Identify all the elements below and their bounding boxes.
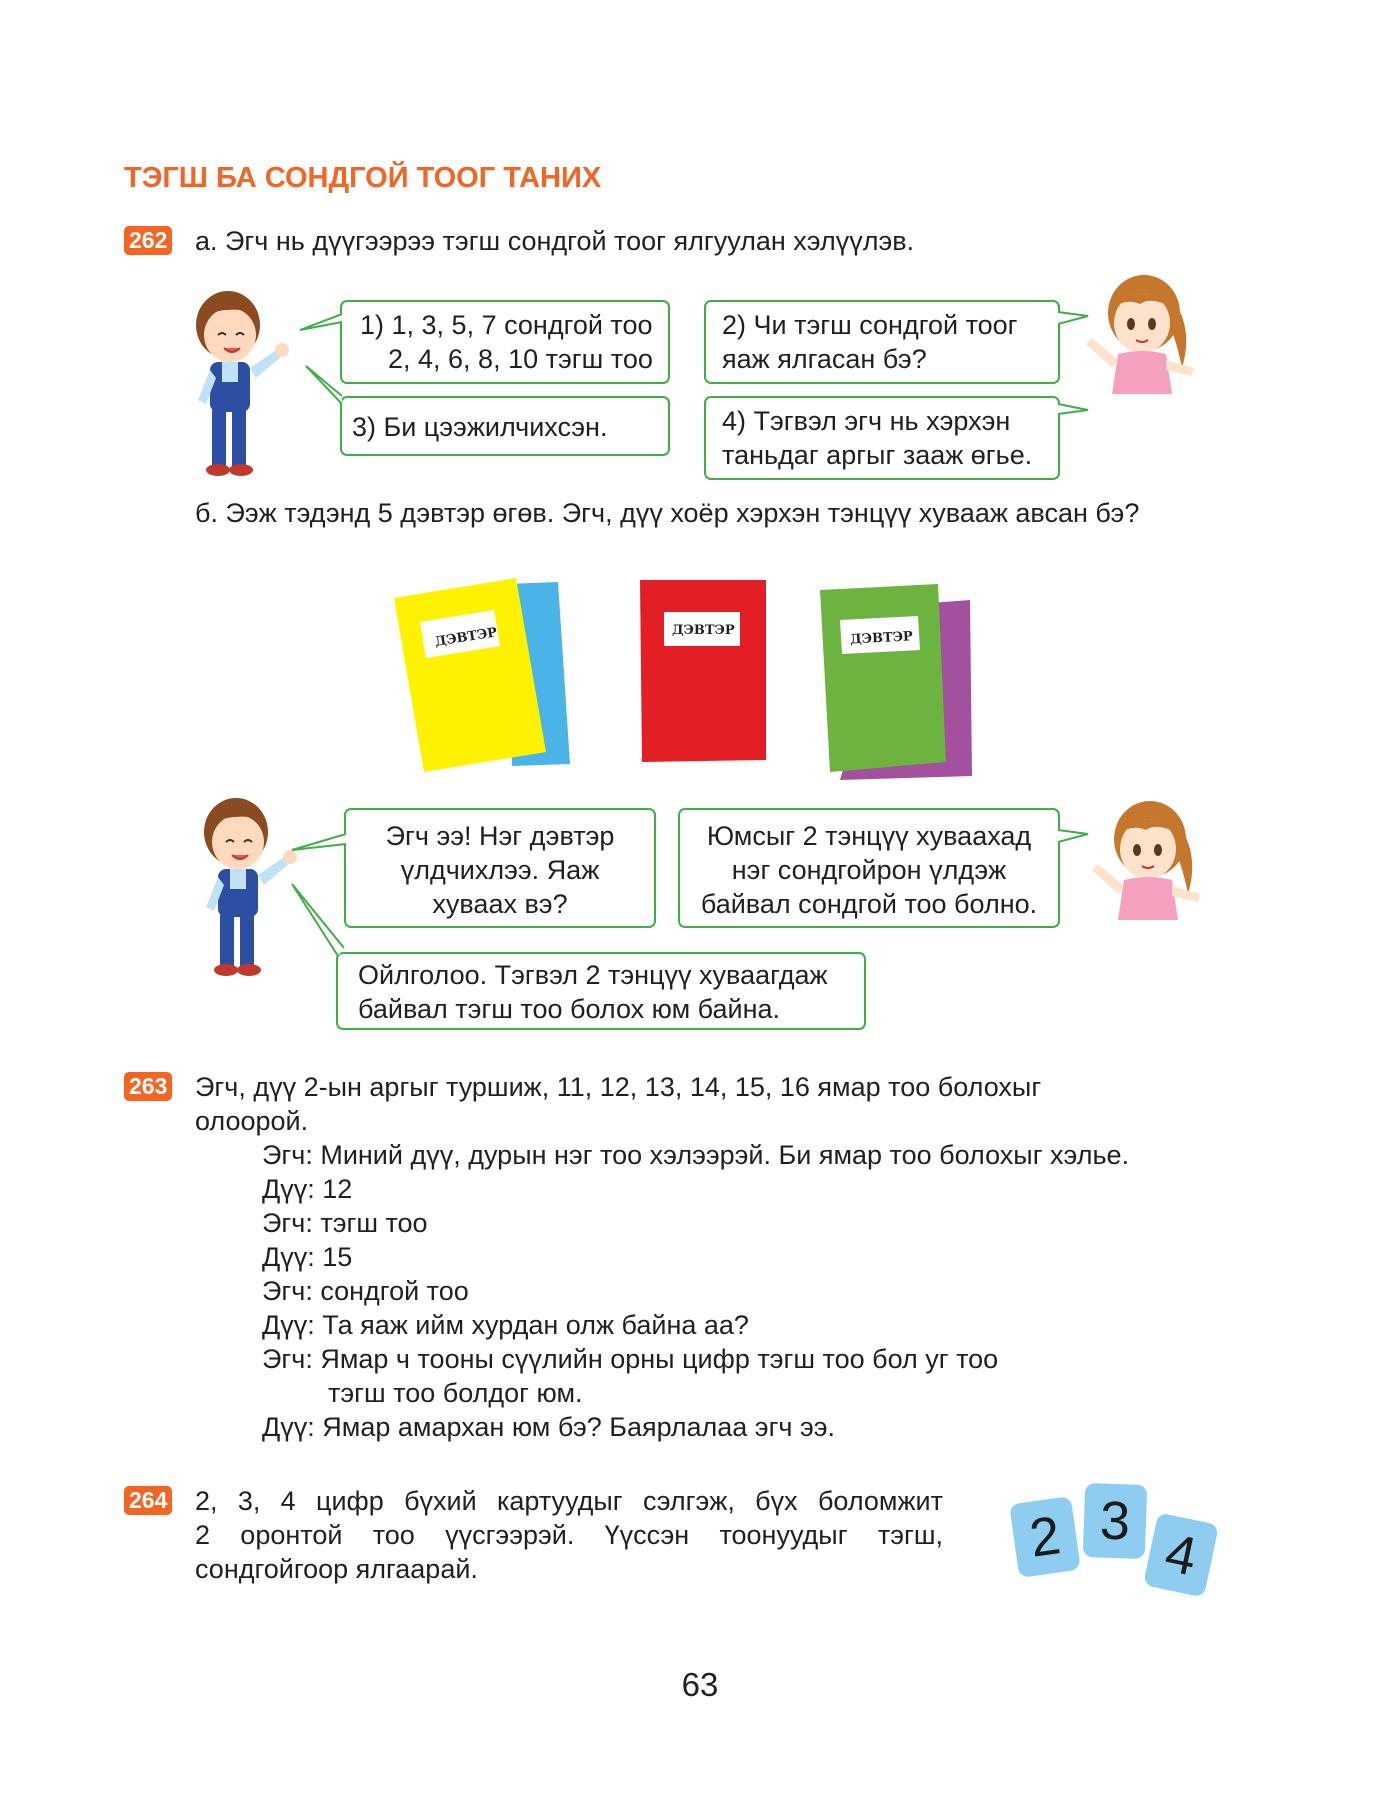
dialogue-line-2: Дүү: 12	[262, 1174, 353, 1204]
bubble-tails-left-2	[286, 820, 346, 970]
bubble-2-line-2: яаж ялгасан бэ?	[722, 344, 927, 374]
section-title: ТЭГШ БА СОНДГОЙ ТООГ ТАНИХ	[124, 162, 602, 194]
bubble-7-line-1: Ойлголоо. Тэгвэл 2 тэнцүү хуваагдаж	[358, 960, 828, 990]
bubble-5-line-2: үлдчихлээ. Яаж	[400, 855, 600, 885]
bubble-6-line-2: нэг сондгойрон үлдэж	[731, 855, 1007, 885]
girl-illustration	[1082, 268, 1202, 398]
speech-bubble-1	[340, 300, 670, 384]
notebook-red-label: ДЭВТЭР	[672, 623, 735, 638]
exercise-264-line-3: сондгойгоор ялгаарай.	[195, 1554, 478, 1584]
dialogue-line-1: Эгч: Миний дүү, дурын нэг тоо хэлээрэй. Би ямар тоо болохыг хэлье.	[262, 1140, 1130, 1170]
exercise-263-task-line-1: Эгч, дүү 2-ын аргыг туршиж, 11, 12, 13, 14, 15, 16 ямар тоо болохыг	[195, 1072, 1042, 1102]
bubble-1-line-2: 2, 4, 6, 8, 10 тэгш тоо	[388, 344, 653, 374]
exercise-262-a-text: а. Эгч нь дүүгээрээ тэгш сондгой тоог ялгуулан хэлүүлэв.	[195, 226, 915, 256]
exercise-264-line-1: 2, 3, 4 цифр бүхий картуудыг сэлгэж, бүх боломжит	[195, 1486, 943, 1516]
exercise-264-line-2: 2 оронтой тоо үүсгээрэй. Үүссэн тоонуудыг тэгш,	[195, 1520, 943, 1550]
page-number: 63	[681, 1666, 719, 1703]
notebook-green-label: ДЭВТЭР	[849, 629, 914, 648]
bubble-5-line-3: хуваах вэ?	[432, 889, 568, 919]
notebook-green	[820, 584, 946, 772]
dialogue-line-7: Эгч: Ямар ч тооны сүүлийн орны цифр тэгш тоо бол уг тоо	[262, 1344, 999, 1374]
exercise-number-263: 263	[124, 1072, 172, 1101]
bubble-6-line-1: Юмсыг 2 тэнцүү хуваахад	[706, 821, 1032, 851]
notebook-yellow-label: ДЭВТЭР	[433, 625, 499, 650]
exercise-262-b-text: б. Ээж тэдэнд 5 дэвтэр өгөв. Эгч, дүү хоёр хэрхэн тэнцүү хувааж авсан бэ?	[195, 498, 1140, 528]
speech-bubble-5	[344, 808, 656, 928]
bubble-5-line-1: Эгч ээ! Нэг дэвтэр	[385, 821, 615, 851]
bubble-tails-right	[1058, 300, 1092, 420]
dialogue-line-5: Эгч: сондгой тоо	[262, 1276, 469, 1306]
speech-bubble-6	[678, 808, 1060, 928]
notebooks-illustration	[390, 570, 990, 790]
girl-illustration-2	[1088, 794, 1208, 924]
dialogue-line-6: Дүү: Та яаж ийм хурдан олж байна аа?	[262, 1310, 749, 1340]
exercise-number-264: 264	[124, 1486, 172, 1515]
exercise-number-262: 262	[124, 226, 172, 255]
boy-illustration	[188, 280, 298, 480]
bubble-1-line-1: 1) 1, 3, 5, 7 сондгой тоо	[360, 310, 653, 340]
speech-bubble-4	[704, 396, 1060, 480]
bubble-2-line-1: 2) Чи тэгш сондгой тоог	[722, 310, 1018, 340]
dialogue-line-8: тэгш тоо болдог юм.	[328, 1378, 583, 1408]
speech-bubble-2	[704, 300, 1060, 384]
speech-bubble-7	[336, 952, 866, 1030]
dialogue-line-3: Эгч: тэгш тоо	[262, 1208, 428, 1238]
bubble-7-line-2: байвал тэгш тоо болох юм байна.	[358, 994, 781, 1024]
number-card-4: 4	[1143, 1512, 1219, 1597]
notebook-red	[640, 580, 766, 762]
bubble-4-line-1: 4) Тэгвэл эгч нь хэрхэн	[722, 406, 1011, 436]
dialogue-line-9: Дүү: Ямар амархан юм бэ? Баярлалаа эгч ээ.	[262, 1412, 836, 1442]
bubble-4-line-2: таньдаг аргыг зааж өгье.	[722, 440, 1033, 470]
dialogue-line-4: Дүү: 15	[262, 1242, 353, 1272]
speech-bubble-3	[340, 396, 670, 456]
bubble-tail-right-2	[1058, 820, 1092, 850]
exercise-263-task-line-2: олоорой.	[195, 1106, 309, 1136]
bubble-tails-left	[296, 300, 342, 410]
bubble-6-line-3: байвал сондгой тоо болно.	[700, 889, 1038, 919]
bubble-3-line-1: 3) Би цээжилчихсэн.	[352, 412, 608, 442]
number-card-3: 3	[1083, 1483, 1148, 1559]
number-card-2: 2	[1009, 1496, 1081, 1578]
